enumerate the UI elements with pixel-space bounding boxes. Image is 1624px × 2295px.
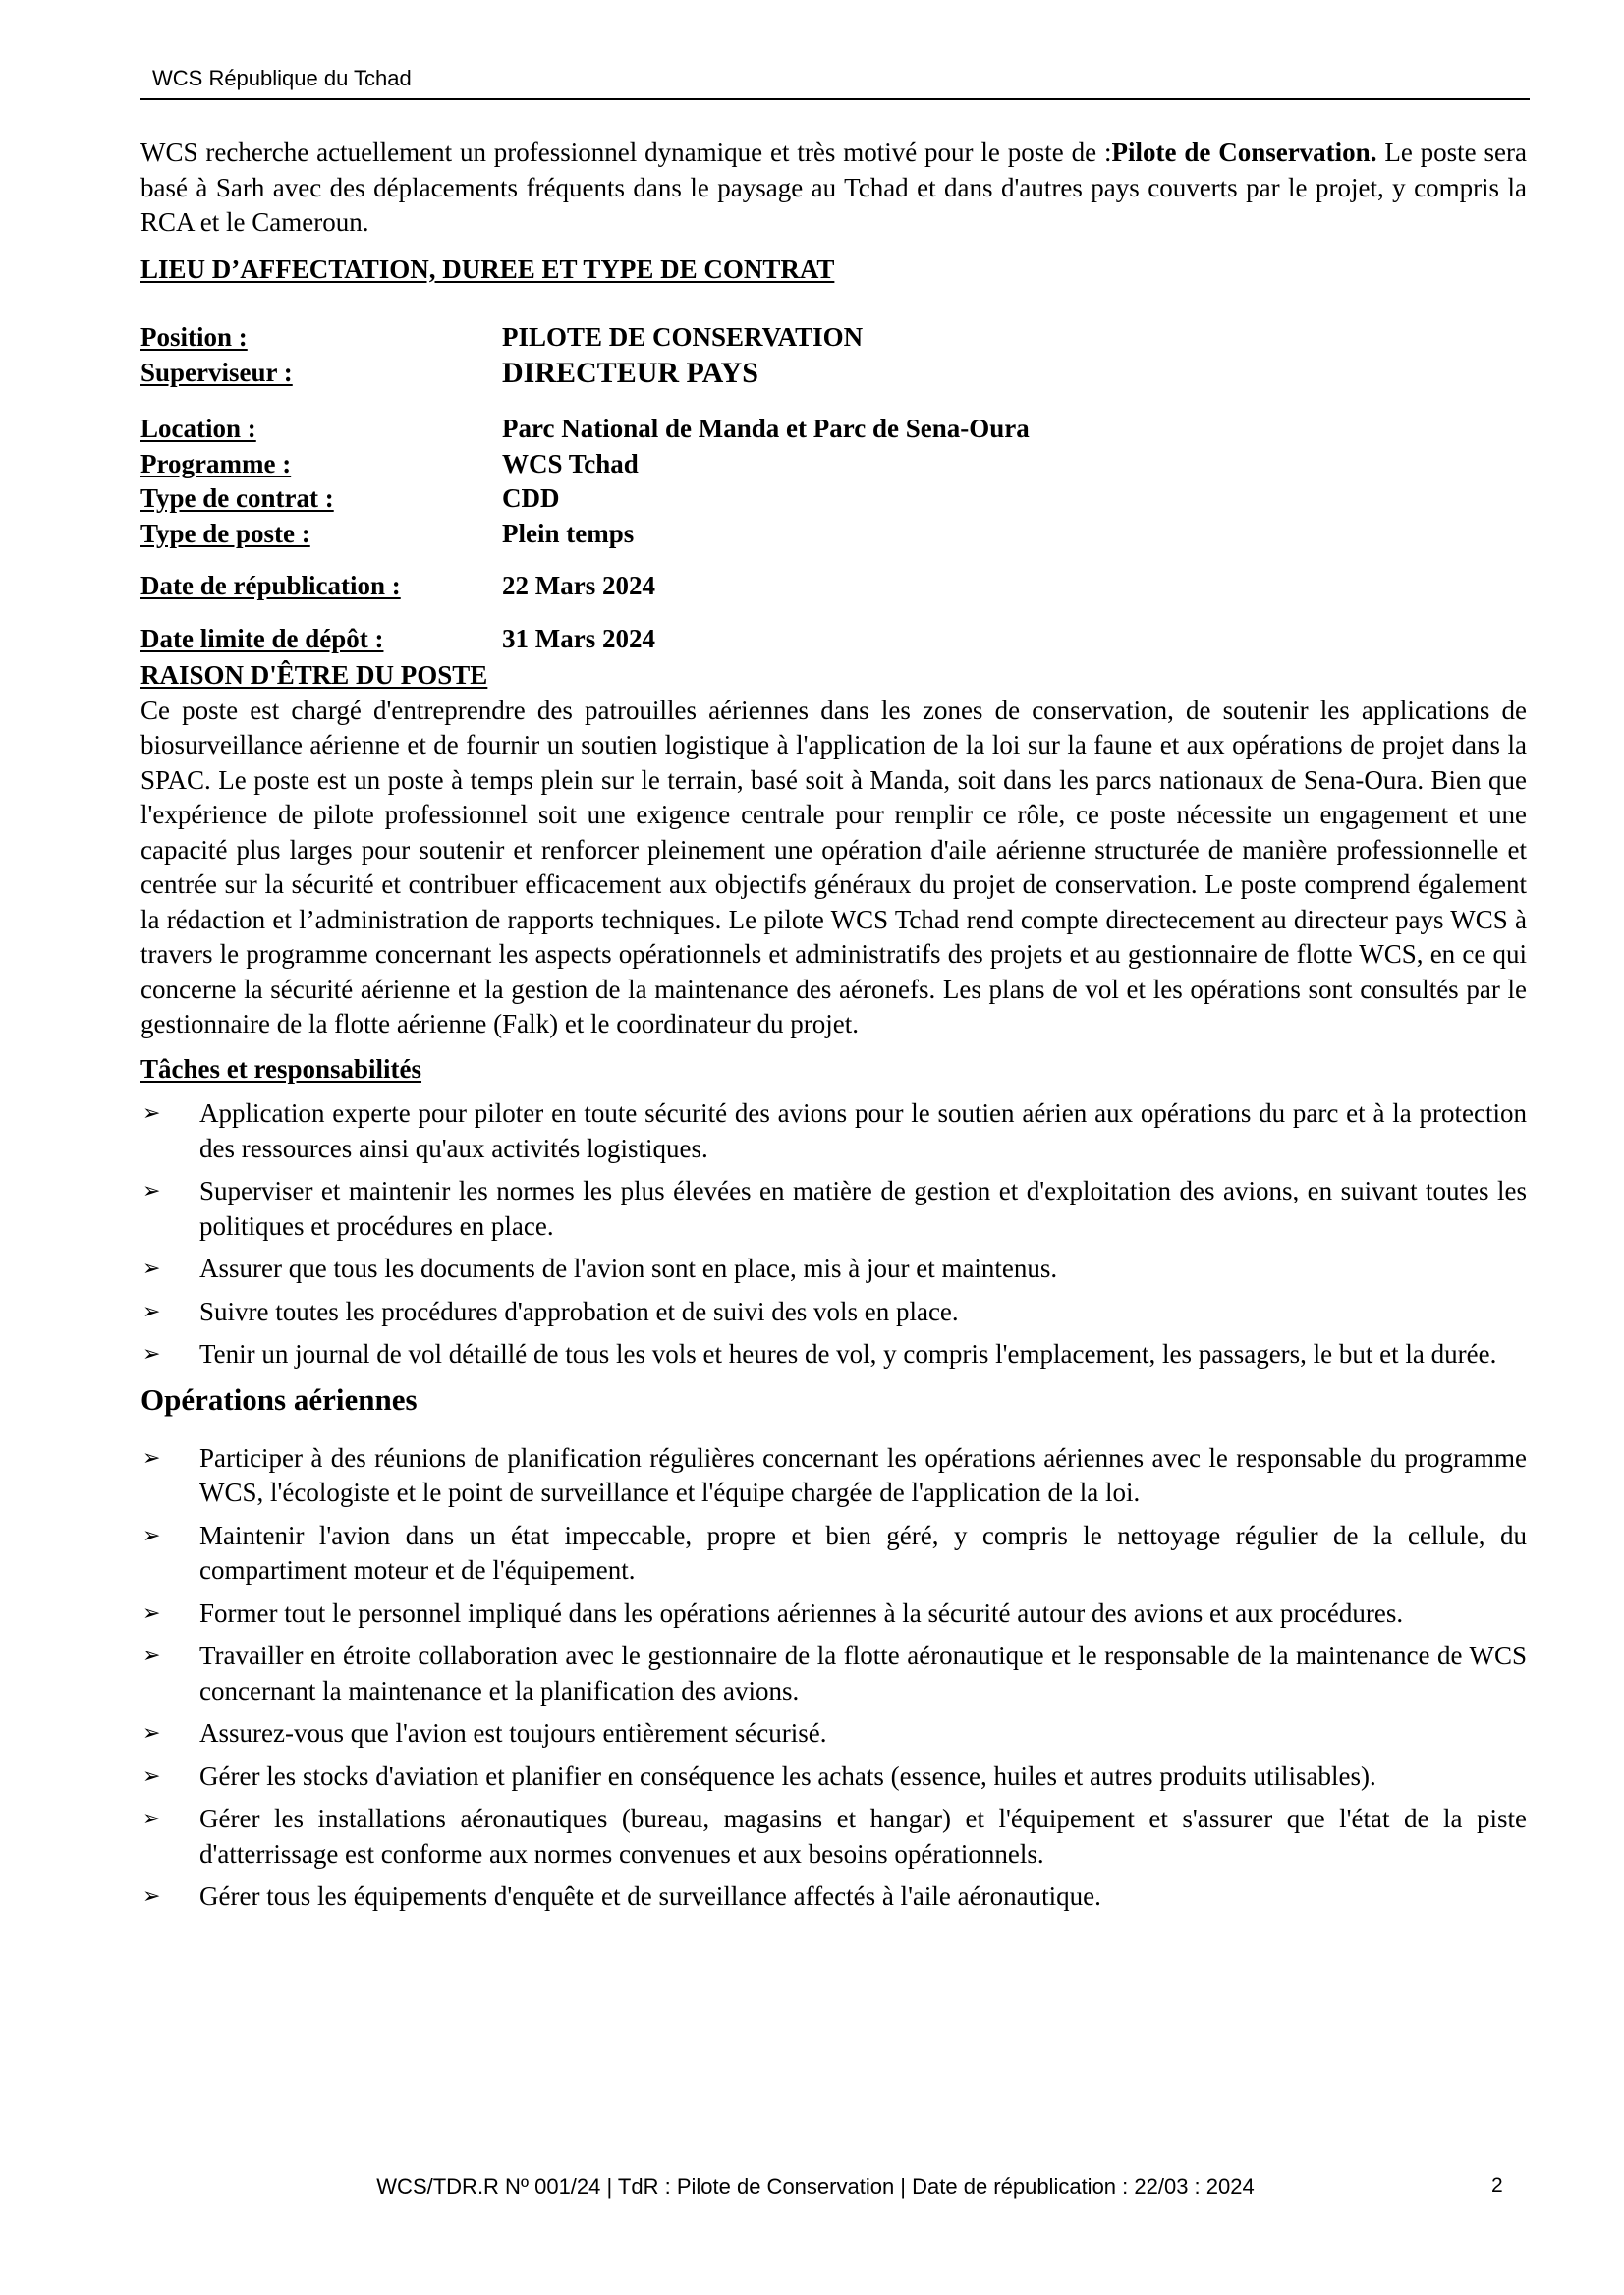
contract-details	[140, 320, 1527, 656]
operations-section-title: Opérations aériennes	[140, 1381, 418, 1417]
arrow-bullet-icon: ➢	[142, 1257, 161, 1281]
purpose-paragraph: Ce poste est chargé d'entreprendre des patrouilles aériennes dans les zones de conservation, de soutenir les applications de biosurveillance aérienne et de fournir un soutien logistique à l'application de la loi sur la faune et aux opérations de projet dans la SPAC. Le poste est un poste à temps plein sur le terrain, basé soit à Manda, soit dans les parcs nationaux de Sena-Oura. Bien que l'expérience de pilote professionnel soit une exigence centrale pour remplir ce rôle, ce poste nécessite un engagement et une capacité plus larges pour soutenir et renforcer pleinement une opération d'aile aérienne structurée de manière professionnelle et centrée sur la sécurité et contribuer efficacement aux objectifs généraux du projet de conservation. Le poste comprend également la rédaction et l’administration de rapports techniques. Le pilote WCS Tchad rend compte directecement au directeur pays WCS à travers le programme concernant les aspects opérationnels et administratifs des projets et au gestionnaire de flotte WCS, en ce qui concerne la sécurité aérienne et la gestion de la maintenance des aéronefs. Les plans de vol et les opérations sont consultés par le gestionnaire de la flotte aérienne (Falk) et le coordinateur du projet.	[140, 695, 1527, 1038]
list-item: ➢ Assurez-vous que l'avion est toujours entièrement sécurisé.	[140, 1716, 1527, 1752]
list-item: ➢ Tenir un journal de vol détaillé de tous les vols et heures de vol, y compris l'emplacement, les passagers, le but et la durée.	[140, 1337, 1527, 1372]
supervisor-row	[140, 356, 1527, 391]
position-value: PILOTE DE CONSERVATION	[502, 322, 864, 352]
republication-value: 22 Mars 2024	[502, 571, 655, 600]
location-label: Location :	[140, 414, 256, 443]
header-divider	[140, 98, 1530, 100]
list-item: ➢ Former tout le personnel impliqué dans les opérations aériennes à la sécurité autour des avions et aux procédures.	[140, 1596, 1527, 1632]
list-item: ➢ Maintenir l'avion dans un état impeccable, propre et bien géré, y compris le nettoyage régulier de la cellule, du compartiment moteur et de l'équipement.	[140, 1519, 1527, 1589]
supervisor-value: DIRECTEUR PAYS	[502, 356, 758, 389]
tasks-list	[140, 1096, 1527, 1372]
arrow-bullet-icon: ➢	[142, 1342, 161, 1367]
post-type-value: Plein temps	[502, 518, 635, 548]
contract-type-label: Type de contrat :	[140, 483, 334, 513]
program-label: Programme :	[140, 448, 292, 478]
arrow-bullet-icon: ➢	[142, 1523, 161, 1548]
program-row	[140, 447, 1527, 482]
program-value: WCS Tchad	[502, 448, 639, 478]
contract-type-row	[140, 481, 1527, 517]
arrow-bullet-icon: ➢	[142, 1884, 161, 1909]
post-type-row	[140, 517, 1527, 552]
arrow-bullet-icon: ➢	[142, 1101, 161, 1126]
republication-label: Date de républication :	[140, 571, 401, 600]
supervisor-label: Superviseur :	[140, 357, 293, 387]
list-item: ➢ Superviser et maintenir les normes les plus élevées en matière de gestion et d'exploitation des avions, en suivant toutes les politiques et procédures en place.	[140, 1174, 1527, 1244]
list-item: ➢ Assurer que tous les documents de l'avion sont en place, mis à jour et maintenus.	[140, 1252, 1527, 1287]
contract-type-value: CDD	[502, 483, 560, 513]
arrow-bullet-icon: ➢	[142, 1807, 161, 1831]
location-row	[140, 412, 1527, 447]
arrow-bullet-icon: ➢	[142, 1600, 161, 1626]
deadline-row	[140, 622, 1527, 657]
operations-list	[140, 1441, 1527, 1915]
list-item: ➢ Suivre toutes les procédures d'approbation et de suivi des vols en place.	[140, 1295, 1527, 1330]
intro-text-end: Le poste sera basé à Sarh avec des déplacements fréquents dans le paysage au Tchad et dans d'autres pays couverts par le projet, y compris la RCA et le Cameroun.	[140, 138, 1527, 237]
arrow-bullet-icon: ➢	[142, 1179, 161, 1203]
page-number: 2	[1491, 2174, 1503, 2197]
document-body	[140, 136, 1527, 1923]
tasks-section-title: Tâches et responsabilités	[140, 1053, 422, 1084]
post-type-label: Type de poste :	[140, 518, 310, 548]
arrow-bullet-icon: ➢	[142, 1644, 161, 1668]
list-item: ➢ Application experte pour piloter en toute sécurité des avions pour le soutien aérien aux opérations du parc et à la protection des ressources ainsi qu'aux activités logistiques.	[140, 1096, 1527, 1166]
contract-section-title: LIEU D’AFFECTATION, DUREE ET TYPE DE CONTRAT	[140, 253, 835, 284]
position-row	[140, 320, 1527, 356]
list-item: ➢ Gérer tous les équipements d'enquête et de surveillance affectés à l'aile aéronautique.	[140, 1879, 1527, 1915]
list-item: ➢ Travailler en étroite collaboration avec le gestionnaire de la flotte aéronautique et le responsable de la maintenance de WCS concernant la maintenance et la planification des avions.	[140, 1639, 1527, 1708]
purpose-section-title: RAISON D'ÊTRE DU POSTE	[140, 660, 488, 690]
deadline-value: 31 Mars 2024	[502, 623, 655, 653]
arrow-bullet-icon: ➢	[142, 1299, 161, 1324]
intro-text-start: WCS recherche actuellement un professionnel dynamique et très motivé pour le poste de :	[140, 138, 1112, 167]
republication-row	[140, 569, 1527, 604]
location-value: Parc National de Manda et Parc de Sena-Oura	[502, 414, 1030, 443]
list-item: ➢ Gérer les stocks d'aviation et planifier en conséquence les achats (essence, huiles et autres produits utilisables).	[140, 1760, 1527, 1795]
arrow-bullet-icon: ➢	[142, 1763, 161, 1789]
deadline-label: Date limite de dépôt :	[140, 623, 384, 653]
page-footer: WCS/TDR.R Nº 001/24 | TdR : Pilote de Conservation | Date de républication : 22/03 : 2024	[376, 2174, 1255, 2199]
intro-job-title: Pilote de Conservation.	[1111, 138, 1377, 167]
page-header: WCS République du Tchad	[152, 66, 412, 90]
position-label: Position :	[140, 322, 248, 352]
list-item: ➢ Participer à des réunions de planification régulières concernant les opérations aériennes avec le responsable du programme WCS, l'écologiste et le point de surveillance et l'équipe chargée de l'application de la loi.	[140, 1441, 1527, 1511]
list-item: ➢ Gérer les installations aéronautiques (bureau, magasins et hangar) et l'équipement et s'assurer que l'état de la piste d'atterrissage est conforme aux normes convenues et aux besoins opérationnels.	[140, 1802, 1527, 1872]
intro-paragraph	[140, 136, 1527, 241]
arrow-bullet-icon: ➢	[142, 1721, 161, 1746]
arrow-bullet-icon: ➢	[142, 1445, 161, 1471]
